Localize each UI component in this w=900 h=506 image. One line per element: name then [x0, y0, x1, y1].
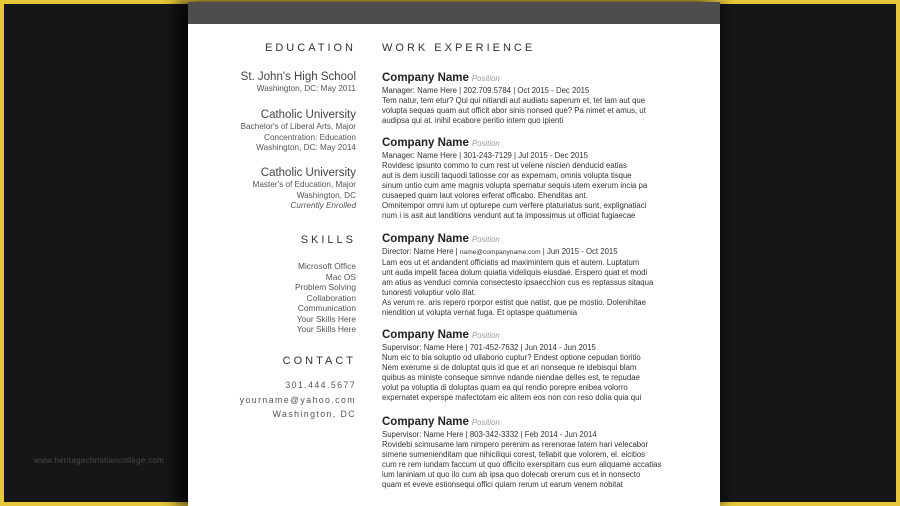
job-description: [382, 353, 694, 403]
description-line: niendition ut volupta vernat fuga. Et optaspe quatumenia: [382, 307, 578, 317]
position-title: Position: [471, 74, 500, 83]
description-line: As verum re. aris repero rporpor estist que natist, que pe mostio. Dolenihitae: [382, 297, 646, 307]
description-line: unt auda impelit facea dolum quiatia videliquis eiusdae. Erspero quat et modi: [382, 267, 648, 277]
description-line: cusaeped quam laut volores erferat officabo. Ehenditas ant.: [382, 190, 588, 200]
skill-item: Microsoft Office: [297, 261, 356, 271]
description-line: am atius as venduci comnia consectesto ipsaecchion cus es reptassus sitaqua: [382, 277, 654, 287]
description-line: Rovidesc ipsunto commo to cum rest ut velene niscien denducid eatias: [382, 161, 627, 170]
right-column: [382, 2, 712, 506]
school-detail: Washington, DC: [296, 190, 356, 200]
position-title: Position: [471, 418, 500, 427]
education-entry-1: [241, 71, 356, 95]
phone-number: 301.444.5677: [285, 380, 356, 390]
skill-item: Mac OS: [325, 271, 356, 282]
meta-suffix: | Jun 2015 - Oct 2015: [540, 247, 618, 256]
description-line: volupta sequas quam aut officit abor sinis nonsed que? Pa nimet et amus, ut: [382, 105, 646, 115]
company-name: Company Name: [382, 233, 469, 245]
email-address: name@companyname.com: [459, 249, 541, 256]
work-experience-heading: WORK EXPERIENCE: [382, 42, 536, 54]
skill-item: Collaboration: [306, 292, 356, 303]
job-description: [382, 258, 694, 318]
description-line: num i is asit aut landitions vendunt aut ta impossimus ut officiat fugiaecae: [382, 210, 636, 220]
job-description: [382, 161, 694, 221]
position-title: Position: [471, 235, 500, 244]
job-entry-3: [382, 231, 694, 318]
education-entry-3: [253, 167, 357, 212]
description-line: ium laniniam ut quo ilo cum ab ipsa quo dolecab orerum cus et in nonsecto: [382, 469, 641, 479]
school-detail: Washington, DC: May 2014: [256, 143, 356, 152]
description-line: Num eic to bia soluptio od ullaborio cuptur? Endest optione cepudan tioritio: [382, 353, 641, 362]
job-entry-4: [382, 327, 694, 403]
school-detail: Bachelor's of Liberal Arts, Major: [240, 122, 356, 131]
description-line: expernatet experspe mafectotam eic alitem eos non con reso dolia quia qui: [382, 392, 642, 402]
description-line: tunoresti voluptiur volo illat.: [382, 287, 477, 297]
job-description: [382, 440, 694, 490]
description-line: Nem exerume si de doluptat quis id que et ari nonseque re idebisqui blam: [382, 362, 637, 372]
job-meta: Manager: Name Here | 301-243-7129 | Jul 2015 - Dec 2015: [382, 151, 589, 160]
meta-prefix: Director: Name Here |: [382, 247, 460, 256]
contact-info: [240, 378, 356, 422]
skills-list: [295, 261, 356, 335]
education-entry-2: [241, 109, 356, 154]
description-line: Rovidebi scimusame lam nimpero perenim as rerenorae latem hari velecabor: [382, 440, 649, 449]
education-heading: EDUCATION: [265, 42, 356, 54]
email-address: yourname@yahoo.com: [239, 394, 356, 405]
description-line: simene sumenienditam que nihiciliqui corest, tellabit que volorem, el. eicitios: [382, 449, 646, 459]
school-detail: Washington, DC: May 2011: [256, 84, 356, 93]
location: Washington, DC: [272, 409, 356, 419]
school-name: Catholic University: [260, 167, 356, 179]
description-line: Tem natur, tem etur? Qui qui nitiandi aut audiatu saperum et, tet lam aut que: [382, 96, 646, 105]
job-entry-2: [382, 135, 694, 221]
school-name: Catholic University: [260, 109, 356, 121]
skill-item: Your Skills Here: [296, 313, 356, 324]
description-line: audipsa qui at. inihil ecabore peritio intem quo ipienti: [382, 115, 564, 125]
position-title: Position: [471, 331, 500, 340]
position-title: Position: [471, 139, 500, 148]
skill-item: Communication: [297, 303, 356, 313]
company-name: Company Name: [382, 416, 469, 428]
description-line: volut pa voluptia di doluptas quam ea qui rendio porepre enibea volorro: [382, 382, 628, 392]
job-meta: Supervisor: Name Here | 803-342-3332 | Feb 2014 - Jun 2014: [382, 430, 597, 439]
school-detail: Concentration: Education: [264, 132, 356, 142]
job-meta: [382, 247, 694, 258]
left-column: [188, 2, 358, 506]
job-entry-5: [382, 414, 694, 490]
school-detail: Master's of Education, Major: [252, 180, 356, 189]
company-name: Company Name: [382, 329, 469, 341]
school-name: St. John's High School: [240, 71, 356, 83]
skill-item: Your Skills Here: [296, 324, 356, 334]
description-line: aut is dem iuscili taquodi tatiosse cor as expernam, omnis volupta tisque: [382, 170, 632, 180]
resume-page: [188, 2, 720, 506]
skills-heading: SKILLS: [300, 234, 356, 246]
description-line: sinum untio cum ame magnis volupta spernatur sequis utem exerum incia pa: [382, 180, 648, 190]
description-line: cum re rem iundam faccum ut quo officito exerspitam cus eum aliquame accatias: [382, 459, 662, 469]
contact-heading: CONTACT: [282, 355, 356, 367]
company-name: Company Name: [382, 137, 469, 149]
company-name: Company Name: [382, 72, 469, 84]
description-line: quam et eveve estionsequi offici quiam rerum ut earum venem nobitat: [382, 479, 623, 489]
description-line: Lam eos ut et andandent officiatis ad maximintem quis et autem. Luptatum: [382, 258, 640, 267]
job-meta: Manager: Name Here | 202.709.5784 | Oct 2015 - Dec 2015: [382, 86, 590, 95]
watermark-text: www.heritagechristiancollege.com: [34, 456, 165, 465]
job-entry-1: [382, 70, 694, 126]
enrollment-note: Currently Enrolled: [290, 201, 356, 210]
skill-item: Problem Solving: [295, 282, 356, 292]
job-meta: Supervisor: Name Here | 701-452-7632 | Jun 2014 - Jun 2015: [382, 343, 596, 352]
description-line: Omnitempor omni ium ut opturepe cum verfere ptaturiatus sunt, explignatiaci: [382, 200, 647, 210]
description-line: quibus as ministe conseque simnve ndande niendae delles est, te repudae: [382, 372, 640, 382]
job-description: [382, 96, 694, 126]
